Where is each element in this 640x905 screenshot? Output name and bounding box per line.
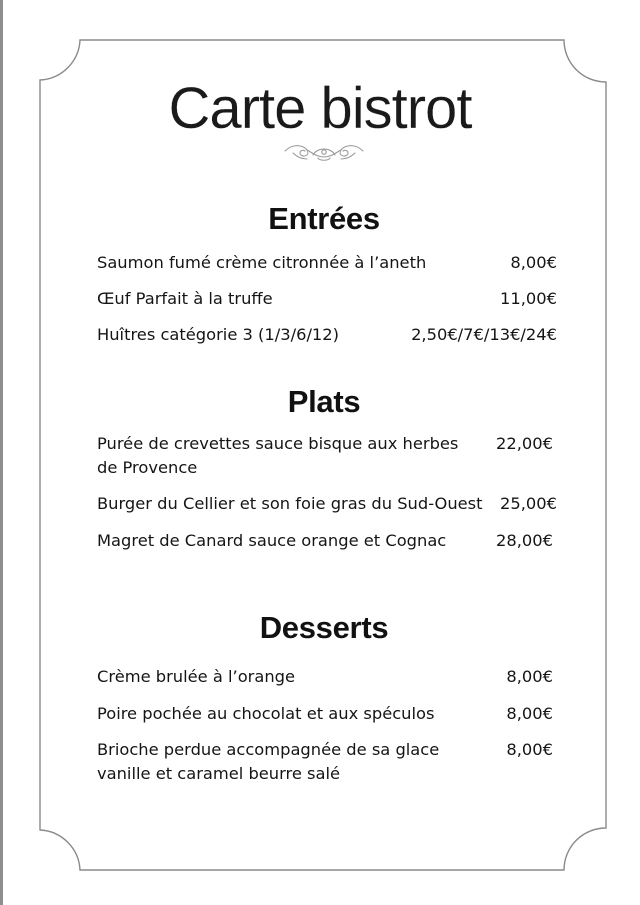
item-name: Poire pochée au chocolat et aux spéculos: [97, 704, 435, 723]
menu-item: [97, 702, 553, 726]
item-price: 8,00€: [506, 740, 553, 759]
menu-item: [97, 432, 553, 480]
item-name-continued: de Provence: [97, 458, 198, 477]
item-name: Magret de Canard sauce orange et Cognac: [97, 531, 447, 550]
menu-item: [97, 287, 557, 311]
item-name: Huîtres catégorie 3 (1/3/6/12): [97, 325, 340, 344]
item-name: Crème brulée à l’orange: [97, 667, 296, 686]
item-price: 2,50€/7€/13€/24€: [411, 325, 557, 344]
item-price: 8,00€: [510, 253, 557, 272]
item-price: 22,00€: [496, 434, 553, 453]
item-price: 25,00€: [500, 494, 557, 513]
menu-title: Carte bistrot: [168, 76, 472, 141]
menu-item: [97, 251, 557, 275]
item-name: Œuf Parfait à la truffe: [97, 289, 273, 308]
item-name: Brioche perdue accompagnée de sa glace: [97, 740, 440, 759]
item-price: 11,00€: [500, 289, 557, 308]
item-name: Burger du Cellier et son foie gras du Sud-Ouest: [97, 494, 483, 513]
item-name: Purée de crevettes sauce bisque aux herbes: [97, 434, 459, 453]
section-title-entrees: Entrées: [268, 201, 380, 236]
menu-item: [97, 665, 553, 689]
item-name: Saumon fumé crème citronnée à l’aneth: [97, 253, 427, 272]
item-price: 8,00€: [506, 667, 553, 686]
menu-item: [97, 529, 553, 553]
menu-item: [97, 492, 557, 516]
section-title-desserts: Desserts: [259, 610, 389, 645]
flourish-divider-icon: [283, 139, 365, 165]
item-name-continued: vanille et caramel beurre salé: [97, 764, 341, 783]
item-price: 8,00€: [506, 704, 553, 723]
item-price: 28,00€: [496, 531, 553, 550]
menu-item: [97, 323, 557, 347]
menu-item: [97, 738, 553, 786]
section-title-plats: Plats: [287, 384, 361, 419]
